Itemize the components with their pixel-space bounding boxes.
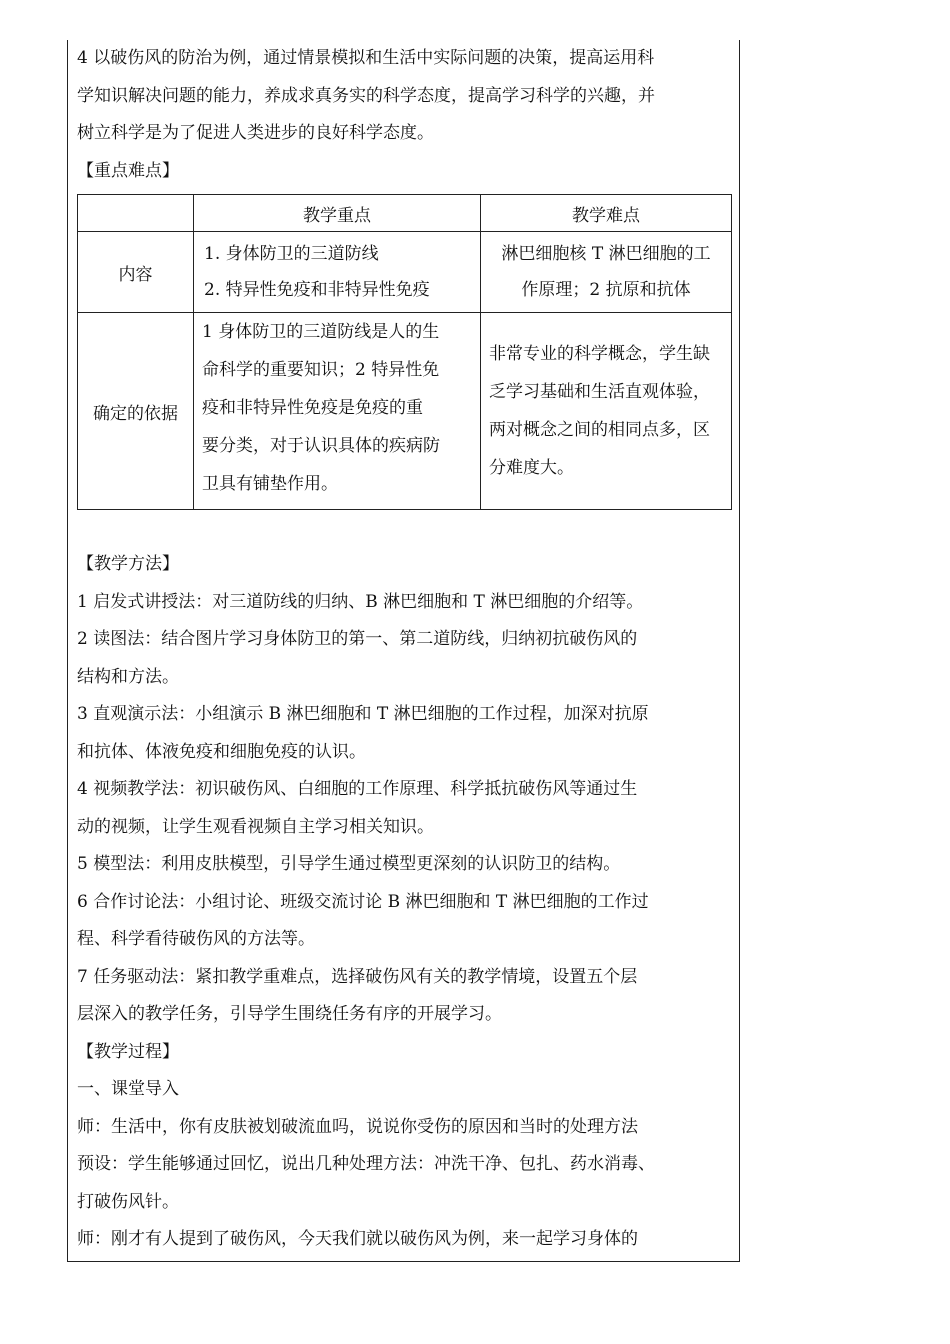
basis-focus-line: 1 身体防卫的三道防线是人的生 bbox=[202, 322, 440, 342]
basis-difficulty-line: 分难度大。 bbox=[489, 458, 574, 478]
content-difficulty-line: 淋巴细胞核 T 淋巴细胞的工 bbox=[501, 244, 711, 264]
table-header-row bbox=[78, 195, 732, 232]
method-line: 层深入的教学任务，引导学生围绕任务有序的开展学习。 bbox=[77, 1004, 502, 1024]
intro-line: 学知识解决问题的能力，养成求真务实的科学态度，提高学习科学的兴趣，并 bbox=[77, 85, 655, 106]
method-line: 4 视频教学法：初识破伤风、白细胞的工作原理、科学抵抗破伤风等通过生 bbox=[77, 779, 638, 799]
method-line: 2 读图法：结合图片学习身体防卫的第一、第二道防线，归纳初抗破伤风的 bbox=[77, 629, 638, 649]
key-points-table bbox=[77, 194, 732, 510]
intro-line: 树立科学是为了促进人类进步的良好科学态度。 bbox=[77, 123, 434, 143]
intro-paragraph bbox=[77, 40, 732, 153]
method-line: 和抗体、体液免疫和细胞免疫的认识。 bbox=[77, 741, 366, 762]
process-line: 预设：学生能够通过回忆，说出几种处理方法：冲洗干净、包扎、药水消毒、 bbox=[77, 1154, 655, 1174]
basis-difficulty-line: 两对概念之间的相同点多，区 bbox=[489, 420, 710, 440]
method-line: 5 模型法：利用皮肤模型，引导学生通过模型更深刻的认识防卫的结构。 bbox=[77, 854, 621, 874]
method-line: 1 启发式讲授法：对三道防线的归纳、B 淋巴细胞和 T 淋巴细胞的介绍等。 bbox=[77, 591, 644, 612]
content-focus-line: 2. 特异性免疫和非特异性免疫 bbox=[204, 280, 430, 300]
method-line: 动的视频，让学生观看视频自主学习相关知识。 bbox=[77, 816, 434, 837]
basis-focus-line: 卫具有铺垫作用。 bbox=[202, 474, 338, 494]
basis-difficulty-line: 乏学习基础和生活直观体验， bbox=[489, 382, 710, 402]
content-focus-cell bbox=[194, 232, 481, 313]
col-header-focus: 教学重点 bbox=[194, 195, 481, 232]
basis-focus-line: 命科学的重要知识；2 特异性免 bbox=[202, 360, 440, 380]
method-line: 6 合作讨论法：小组讨论、班级交流讨论 B 淋巴细胞和 T 淋巴细胞的工作过 bbox=[77, 891, 649, 912]
process-line: 打破伤风针。 bbox=[77, 1191, 179, 1212]
row-label-basis: 确定的依据 bbox=[78, 313, 194, 510]
table-row-basis bbox=[78, 313, 732, 510]
key-points-heading: 【重点难点】 bbox=[77, 160, 179, 181]
process-lines bbox=[77, 1109, 732, 1259]
table-corner-cell bbox=[78, 195, 194, 232]
basis-difficulty-cell bbox=[481, 313, 732, 510]
method-line: 3 直观演示法：小组演示 B 淋巴细胞和 T 淋巴细胞的工作过程，加深对抗原 bbox=[77, 704, 649, 724]
basis-focus-line: 疫和非特异性免疫是免疫的重 bbox=[202, 398, 423, 418]
methods-heading: 【教学方法】 bbox=[77, 554, 179, 574]
basis-focus-line: 要分类，对于认识具体的疾病防 bbox=[202, 436, 440, 456]
methods-list bbox=[77, 584, 732, 1034]
basis-focus-cell bbox=[194, 313, 481, 510]
row-label-content: 内容 bbox=[78, 232, 194, 313]
content-difficulty-line: 作原理；2 抗原和抗体 bbox=[521, 280, 691, 300]
spacer bbox=[77, 510, 732, 546]
method-line: 程、科学看待破伤风的方法等。 bbox=[77, 929, 315, 949]
content-focus-line: 1. 身体防卫的三道防线 bbox=[204, 244, 379, 264]
document-body bbox=[77, 40, 732, 1259]
process-subheading: 一、课堂导入 bbox=[77, 1079, 179, 1099]
col-header-difficulty: 教学难点 bbox=[481, 195, 732, 232]
process-line: 师：生活中，你有皮肤被划破流血吗，说说你受伤的原因和当时的处理方法 bbox=[77, 1116, 638, 1137]
process-line: 师：刚才有人提到了破伤风，今天我们就以破伤风为例，来一起学习身体的 bbox=[77, 1229, 638, 1249]
content-difficulty-cell bbox=[481, 232, 732, 313]
table-row-content bbox=[78, 232, 732, 313]
method-line: 7 任务驱动法：紧扣教学重难点，选择破伤风有关的教学情境，设置五个层 bbox=[77, 966, 638, 987]
intro-line: 4 以破伤风的防治为例，通过情景模拟和生活中实际问题的决策，提高运用科 bbox=[77, 48, 655, 68]
process-heading: 【教学过程】 bbox=[77, 1041, 179, 1062]
method-line: 结构和方法。 bbox=[77, 666, 179, 687]
basis-difficulty-line: 非常专业的科学概念，学生缺 bbox=[489, 344, 710, 364]
